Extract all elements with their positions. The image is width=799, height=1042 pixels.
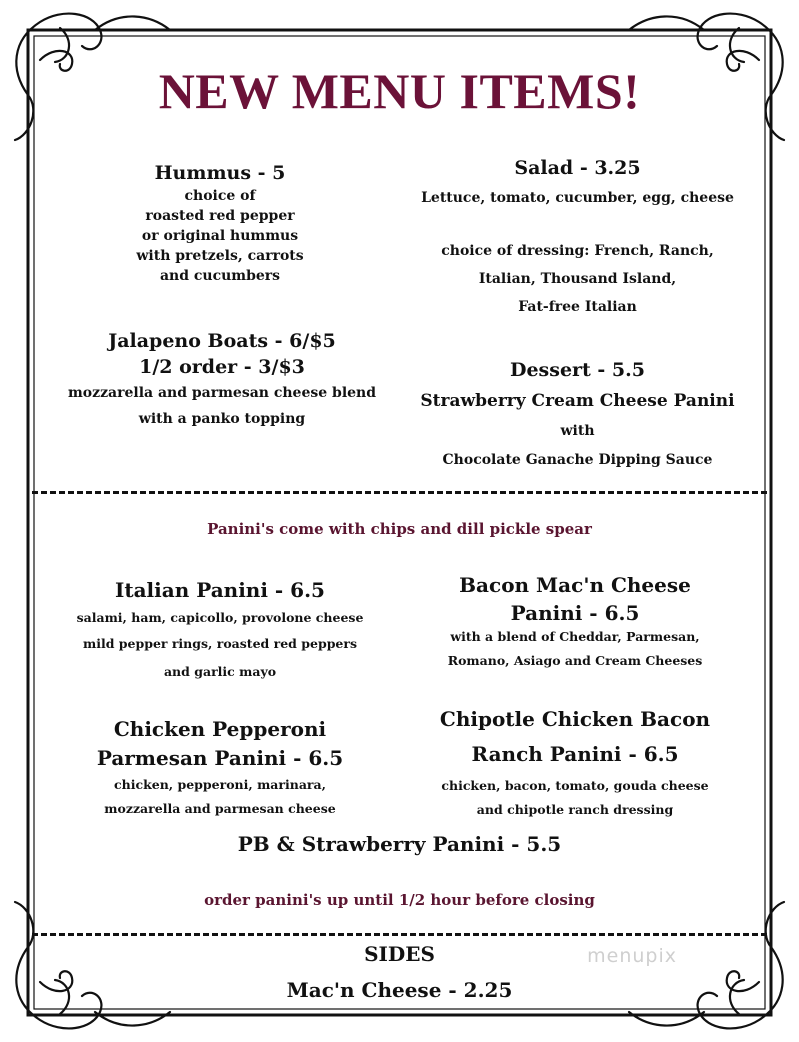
- italian-panini-desc-line: and garlic mayo: [163, 664, 277, 679]
- chicken-pepperoni-heading: Chicken Pepperoni: [113, 717, 327, 741]
- watermark: menupix: [587, 945, 677, 967]
- section-divider: [32, 491, 767, 494]
- dessert-desc-line: Chocolate Ganache Dipping Sauce: [442, 452, 713, 468]
- page-title: NEW MENU ITEMS!: [158, 63, 641, 119]
- salad-heading: Salad - 3.25: [514, 157, 641, 179]
- chipotle-desc-line: and chipotle ranch dressing: [476, 802, 674, 817]
- panini-note: Panini's come with chips and dill pickle spear: [207, 520, 592, 538]
- chicken-pepperoni-panini-section: [60, 715, 380, 821]
- hummus-desc-line: or original hummus: [141, 228, 299, 244]
- order-note: order panini's up until 1/2 hour before closing: [204, 891, 595, 909]
- hummus-desc-line: and cucumbers: [159, 268, 281, 284]
- jalapeno-desc-line: mozzarella and parmesan cheese blend: [67, 385, 377, 401]
- jalapeno-heading: Jalapeno Boats - 6/$5: [108, 330, 336, 352]
- italian-panini-desc-line: salami, ham, capicollo, provolone cheese: [76, 610, 364, 625]
- pb-panini-heading: PB & Strawberry Panini - 5.5: [237, 832, 562, 856]
- salad-desc-line: Lettuce, tomato, cucumber, egg, cheese: [421, 190, 734, 206]
- jalapeno-subheading: 1/2 order - 3/$3: [139, 356, 305, 378]
- salad-dressing-line: choice of dressing: French, Ranch,: [441, 243, 714, 259]
- chicken-pepperoni-desc-line: mozzarella and parmesan cheese: [104, 801, 336, 816]
- bacon-mac-heading: Panini - 6.5: [510, 601, 640, 625]
- dessert-subheading: Strawberry Cream Cheese Panini: [420, 391, 735, 411]
- chipotle-heading: Ranch Panini - 6.5: [471, 742, 679, 766]
- dessert-section: [405, 356, 750, 476]
- hummus-desc-line: roasted red pepper: [145, 208, 295, 224]
- hummus-desc-line: with pretzels, carrots: [136, 248, 304, 264]
- jalapeno-desc-line: with a panko topping: [138, 411, 306, 427]
- hummus-heading: Hummus - 5: [154, 162, 286, 184]
- bacon-mac-desc-line: Romano, Asiago and Cream Cheeses: [447, 653, 703, 668]
- italian-panini-section: [60, 575, 380, 687]
- italian-panini-desc-line: mild pepper rings, roasted red peppers: [82, 636, 358, 651]
- salad-dressing-line: Fat-free Italian: [518, 299, 637, 315]
- sides-heading: SIDES: [364, 942, 435, 966]
- sides-item: Mac'n Cheese - 2.25: [286, 978, 513, 1002]
- chicken-pepperoni-heading: Parmesan Panini - 6.5: [96, 746, 344, 770]
- section-divider: [32, 933, 767, 936]
- bacon-mac-desc-line: with a blend of Cheddar, Parmesan,: [450, 629, 700, 644]
- bacon-mac-heading: Bacon Mac'n Cheese: [459, 573, 691, 597]
- chipotle-desc-line: chicken, bacon, tomato, gouda cheese: [441, 778, 709, 793]
- dessert-heading: Dessert - 5.5: [509, 359, 645, 381]
- salad-dressing-line: Italian, Thousand Island,: [478, 271, 677, 287]
- hummus-section: [90, 160, 350, 286]
- chipotle-panini-section: [415, 704, 735, 822]
- jalapeno-section: [52, 328, 392, 432]
- salad-section: [405, 155, 750, 321]
- chipotle-heading: Chipotle Chicken Bacon: [439, 707, 711, 731]
- chicken-pepperoni-desc-line: chicken, pepperoni, marinara,: [114, 777, 326, 792]
- bacon-mac-panini-section: [415, 571, 735, 675]
- hummus-desc-line: choice of: [184, 188, 256, 204]
- dessert-desc-line: with: [560, 423, 595, 439]
- italian-panini-heading: Italian Panini - 6.5: [115, 578, 325, 602]
